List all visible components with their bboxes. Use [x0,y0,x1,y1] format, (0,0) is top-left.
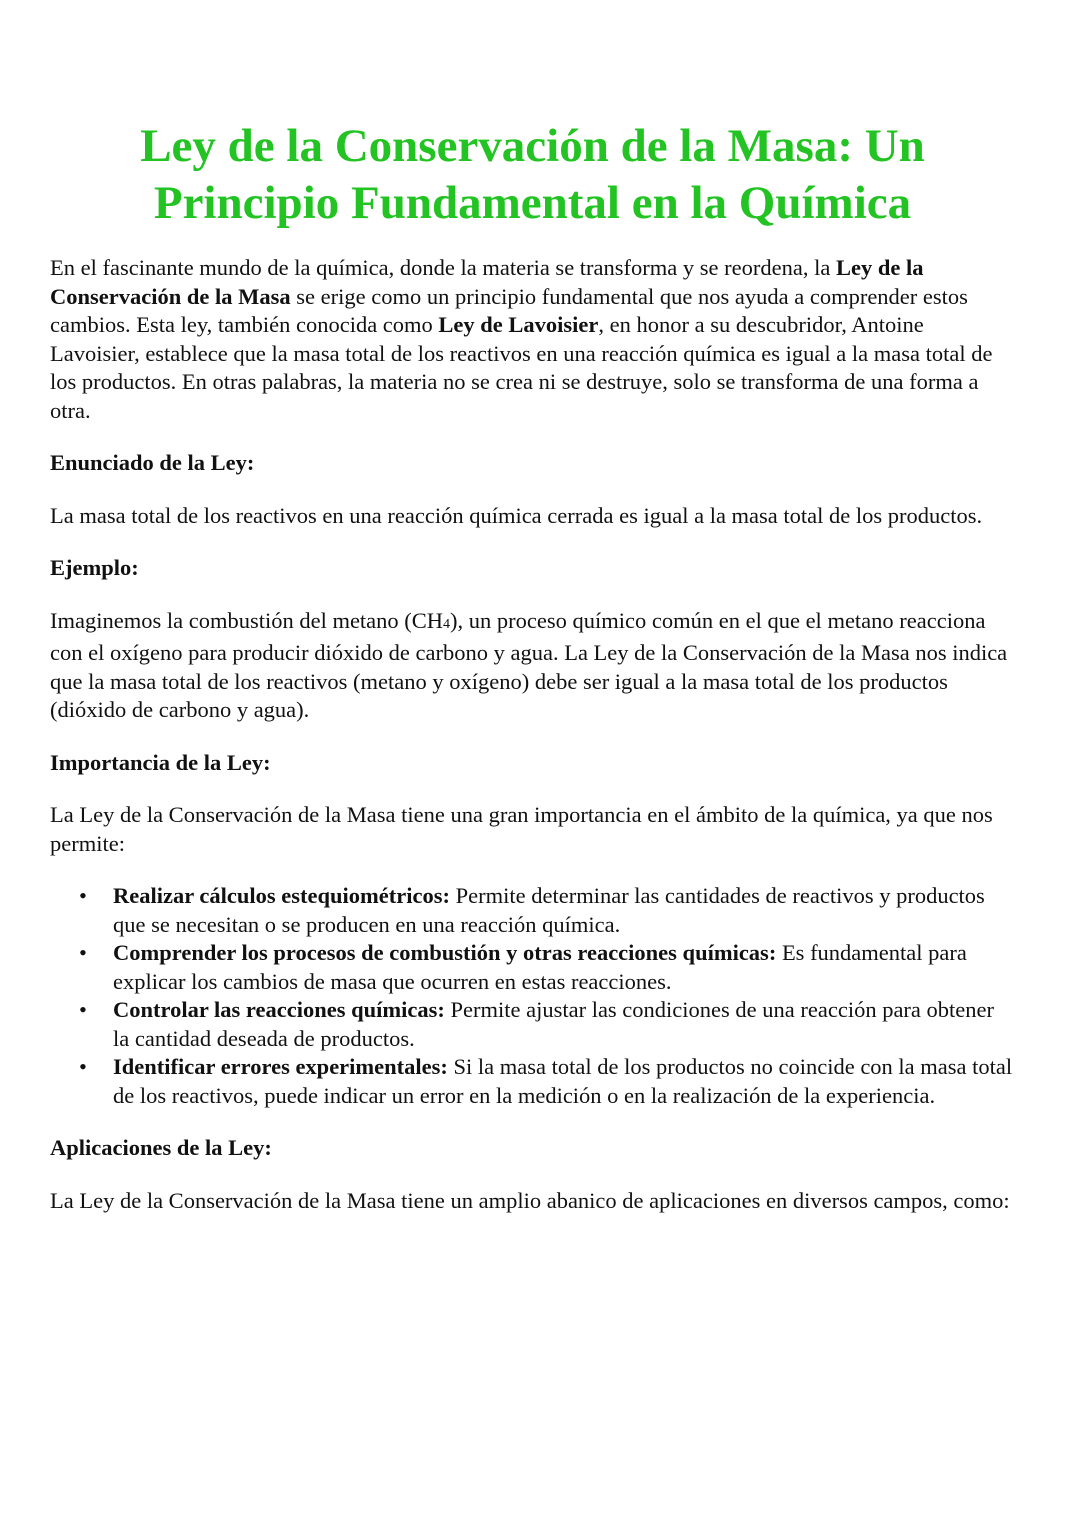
list-item-text: Permite determinar las cantidades de reactivos y productos que se necesitan o se producen en una reacción química. [113,883,985,937]
importance-paragraph: La Ley de la Conservación de la Masa tiene una gran importancia en el ámbito de la química, ya que nos permite: [50,802,993,856]
list-item-bold: Identificar errores experimentales: [113,1054,448,1079]
example-subscript: 4 [443,616,451,632]
intro-paragraph [50,254,1015,425]
intro-text-3: , en honor a su descubridor, Antoine Lavoisier, establece que la masa total de los reactivos en una reacción química es igual a la masa total de los productos. En otras palabras, la materia no se crea ni se destruye, solo se transforma de una forma a otra. [50,312,993,423]
example-text-2: ), un proceso químico común en el que el metano reacciona con el oxígeno para producir dióxido de carbono y agua. La Ley de la Conservación de la Masa nos indica que la masa total de los reactivos (metano y oxígeno) debe ser igual a la masa total de los productos (dióxido de carbono y agua). [50,607,1008,722]
list-item-bold: Controlar las reacciones químicas: [113,997,445,1022]
importance-list [50,882,1015,1110]
intro-bold-law-name: Ley de la Conservación de la Masa [50,255,924,309]
list-item-bold: Comprender los procesos de combustión y otras reacciones químicas: [113,940,777,965]
example-heading: Ejemplo: [50,555,139,580]
intro-text-1: En el fascinante mundo de la química, donde la materia se transforma y se reordena, la [50,255,836,280]
list-item [79,882,1015,939]
bullet-icon: • [79,1054,87,1079]
list-item [79,996,1015,1053]
bullet-icon: • [79,883,87,908]
applications-paragraph: La Ley de la Conservación de la Masa tiene un amplio abanico de aplicaciones en diversos campos, como: [50,1187,1010,1213]
list-item-bold: Realizar cálculos estequiométricos: [113,883,450,908]
list-item-text: Si la masa total de los productos no coincide con la masa total de los reactivos, puede indicar un error en la medición o en la realización de la experiencia. [113,1054,1013,1108]
applications-heading: Aplicaciones de la Ley: [50,1135,272,1160]
bullet-icon: • [79,940,87,965]
example-paragraph [50,607,1015,725]
list-item-text: Permite ajustar las condiciones de una reacción para obtener la cantidad deseada de productos. [113,997,994,1051]
document-page [50,118,1015,1239]
list-item [79,1053,1015,1110]
list-item [79,939,1015,996]
statement-paragraph: La masa total de los reactivos en una reacción química cerrada es igual a la masa total de los productos. [50,502,983,528]
intro-bold-lavoisier: Ley de Lavoisier [438,312,599,337]
importance-heading: Importancia de la Ley: [50,749,271,775]
list-item-text: Es fundamental para explicar los cambios de masa que ocurren en estas reacciones. [113,940,967,994]
bullet-icon: • [79,997,87,1022]
statement-heading: Enunciado de la Ley: [50,450,255,475]
intro-text-2: se erige como un principio fundamental que nos ayuda a comprender estos cambios. Esta ley, también conocida como [50,283,968,337]
example-text-1: Imaginemos la combustión del metano (CH [50,607,444,633]
document-title: Ley de la Conservación de la Masa: Un Principio Fundamental en la Química [140,120,925,229]
